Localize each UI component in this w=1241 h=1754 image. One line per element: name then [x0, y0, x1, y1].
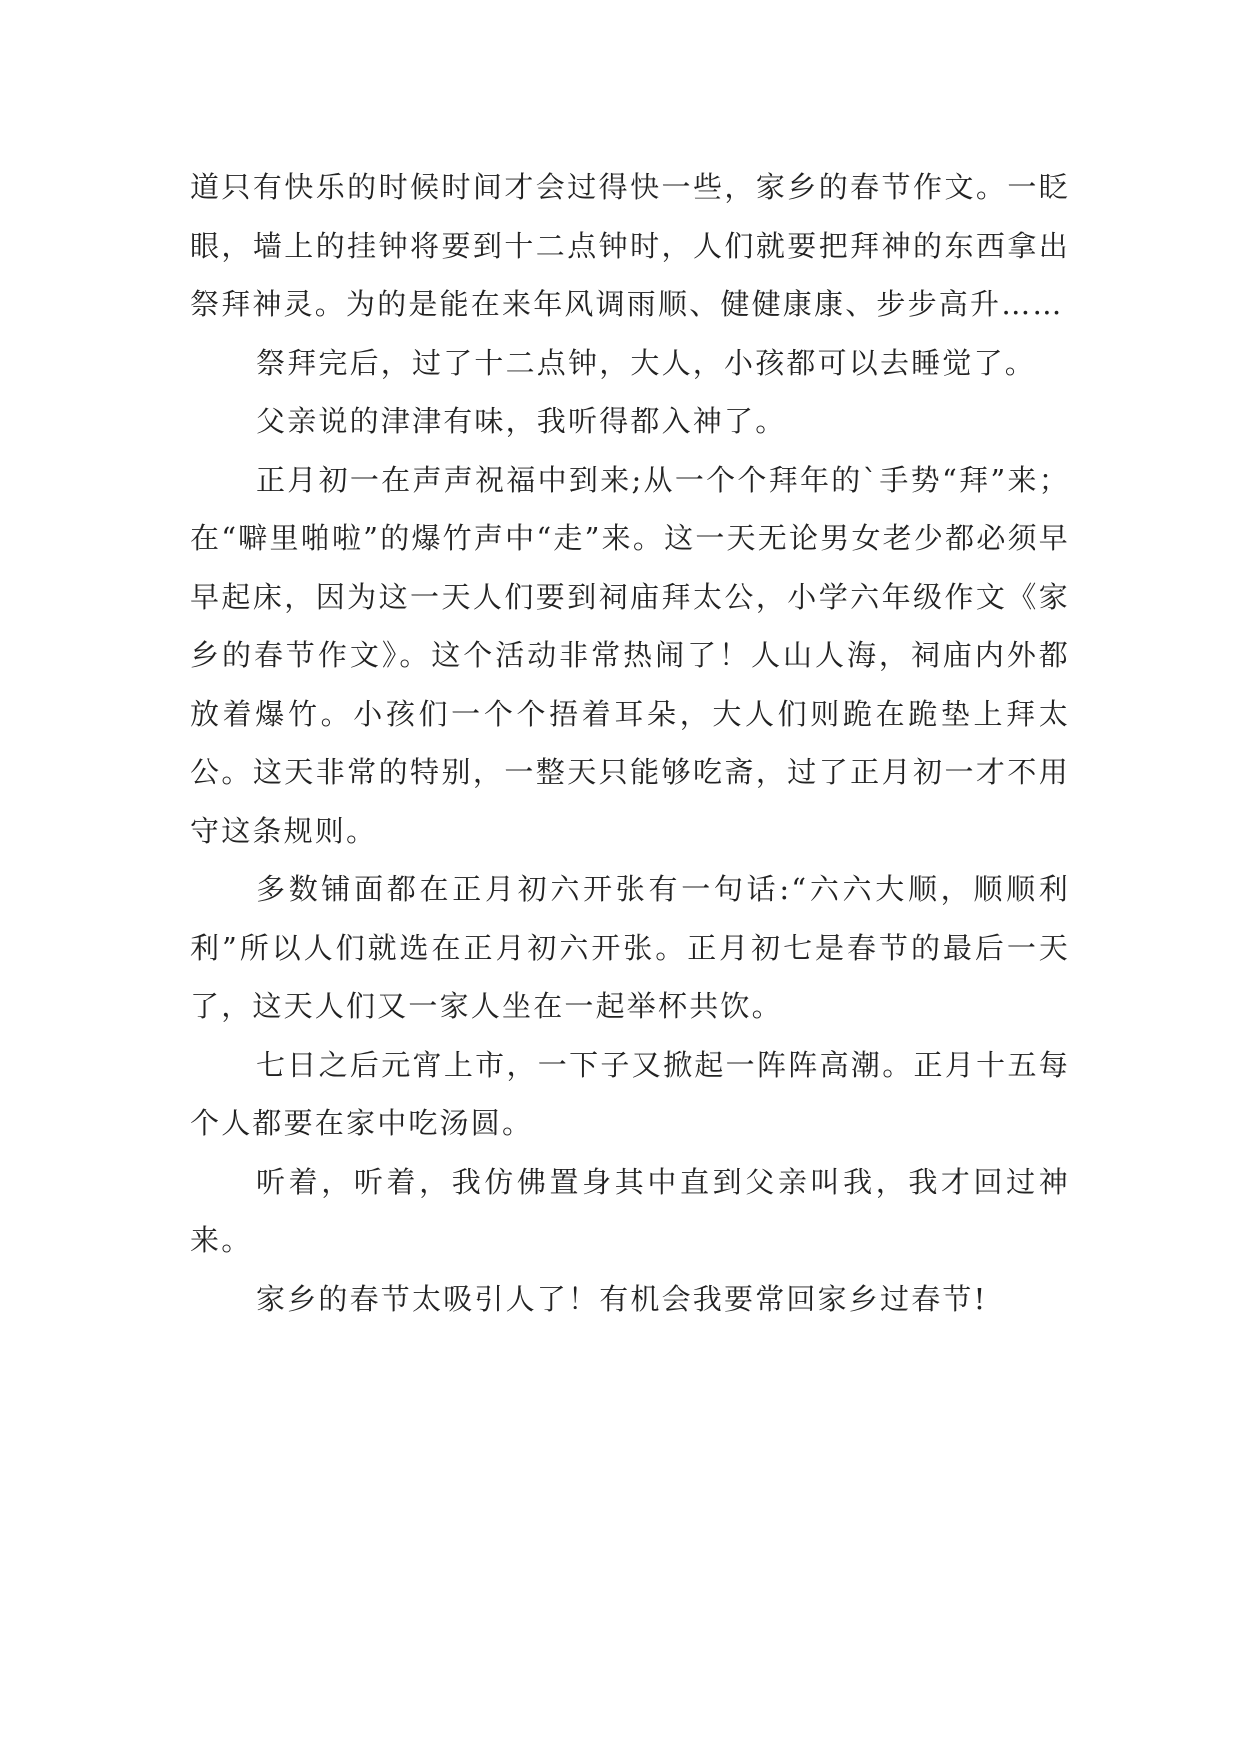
essay-body	[190, 158, 1070, 1328]
paragraph-7: 听着，听着，我仿佛置身其中直到父亲叫我，我才回过神来。	[190, 1164, 1070, 1257]
paragraph-4: 正月初一在声声祝福中到来;从一个个拜年的`手势“拜”来；在“噼里啪啦”的爆竹声中“走”来。这一天无论男女老少都必须早早起床，因为这一天人们要到祠庙拜太公，小学六年级作文《家乡的春节作文》。这个活动非常热闹了！人山人海，祠庙内外都放着爆竹。小孩们一个个捂着耳朵，大人们则跪在跪垫上拜太公。这天非常的特别，一整天只能够吃斋，过了正月初一才不用守这条规则。	[190, 462, 1070, 848]
paragraph-6: 七日之后元宵上市，一下子又掀起一阵阵高潮。正月十五每个人都要在家中吃汤圆。	[190, 1047, 1070, 1140]
paragraph-2: 祭拜完后，过了十二点钟，大人，小孩都可以去睡觉了。	[256, 345, 1037, 380]
paragraph-1: 道只有快乐的时候时间才会过得快一些，家乡的春节作文。一眨眼，墙上的挂钟将要到十二点钟时，人们就要把拜神的东西拿出祭拜神灵。为的是能在来年风调雨顺、健健康康、步步高升……	[190, 170, 1070, 321]
paragraph-5: 多数铺面都在正月初六开张有一句话:“六六大顺，顺顺利利”所以人们就选在正月初六开张。正月初七是春节的最后一天了，这天人们又一家人坐在一起举杯共饮。	[190, 872, 1070, 1023]
paragraph-8: 家乡的春节太吸引人了！有机会我要常回家乡过春节!	[256, 1281, 988, 1316]
paragraph-3: 父亲说的津津有味，我听得都入神了。	[256, 404, 787, 438]
